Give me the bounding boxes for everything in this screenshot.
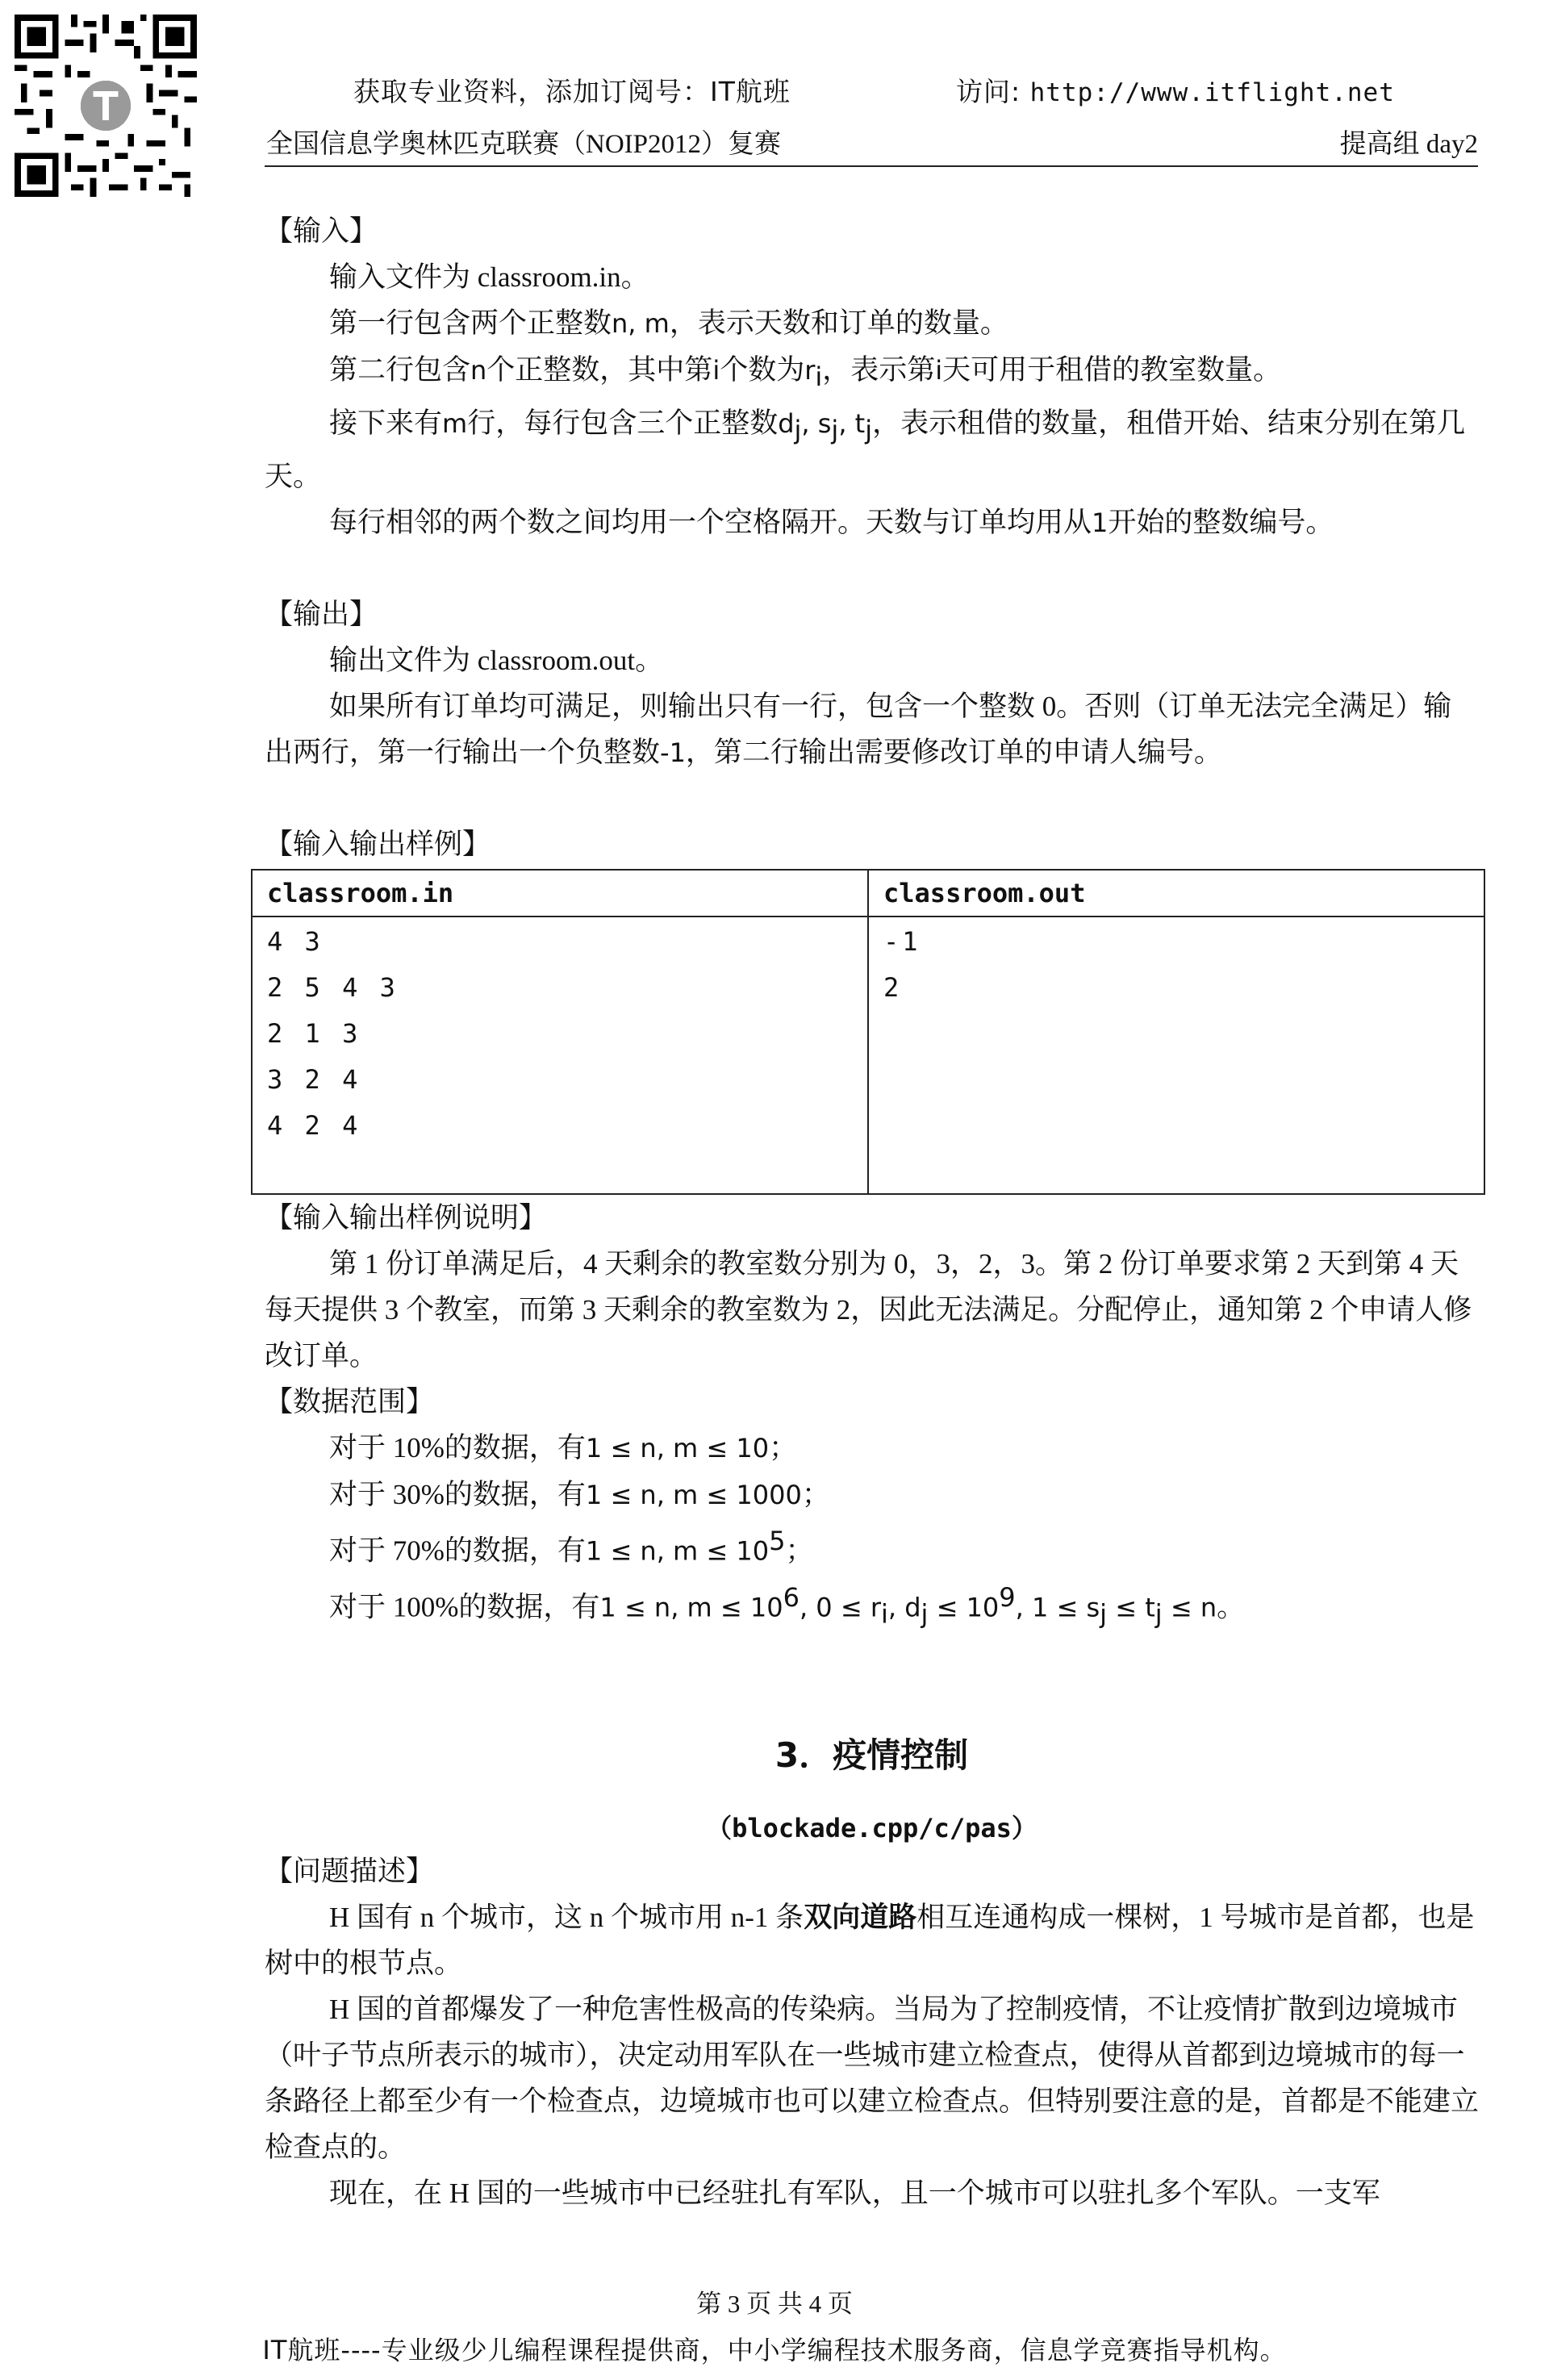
problem-desc-para-3: 现在，在 H 国的一些城市中已经驻扎有军队，且一个城市可以驻扎多个军队。一支军 [329, 2177, 1380, 2210]
promo-visit-label: 访问: [956, 76, 1021, 107]
output-line-1: 输出文件为 classroom.out。 [329, 645, 664, 676]
sample-explain-heading: 【输入输出样例说明】 [265, 1202, 548, 1234]
sample-input-line: 2 1 3 [267, 1018, 361, 1049]
page-content [265, 208, 1479, 2216]
sample-input-line: 2 5 4 3 [267, 972, 399, 1003]
input-line-3: 第二行包含n个正整数，其中第i个数为$r_i$，表示第i天可用于租借的教室数量。 [329, 354, 1282, 392]
range-line-4: 对于 100%的数据，有1 ≤ n, $m \le 10^6$, $0 \le r_i$, $d_j \le 10^9$, $1 \le s_j \le t_j \le n$。 [329, 1581, 1246, 1630]
sample-output-line: -1 [883, 926, 921, 957]
output-line-2: 如果所有订单均可满足，则输出只有一行，包含一个整数 0。否则（订单无法完全满足）输出两行，第一行输出一个负整数-1，第二行输出需要修改订单的申请人编号。 [265, 691, 1452, 768]
problem-3-filename: （blockade.cpp/c/pas） [706, 1813, 1038, 1844]
sample-output-header: classroom.out [868, 870, 1484, 917]
input-line-4: 接下来有m行，每行包含三个正整数$d_j$, $s_j$, $t_j$，表示租借的数量，租借开始、结束分别在第几天。 [265, 407, 1466, 492]
sample-input-line: 3 2 4 [267, 1064, 361, 1095]
sample-explain-text: 第 1 份订单满足后，4 天剩余的教室数分别为 0，3，2，3。第 2 份订单要求第 2 天到第 4 天每天提供 3 个教室，而第 3 天剩余的教室数为 2，因此无法满足。分配停止，通知第 2 个申请人修改订单。 [265, 1248, 1472, 1372]
promo-subscribe-text: 获取专业资料，添加订阅号：IT航班 [353, 76, 791, 107]
sample-heading: 【输入输出样例】 [265, 829, 491, 860]
input-heading: 【输入】 [265, 215, 378, 247]
problem-3-title: 3．疫情控制 [774, 1735, 969, 1776]
input-line-1: 输入文件为 classroom.in。 [329, 261, 649, 293]
promo-url-link[interactable]: http://www.itflight.net [1029, 78, 1395, 107]
qr-code-image [15, 15, 197, 197]
problem-desc-para-1: H 国有 n 个城市，这 n 个城市用 n-1 条双向道路相互连通构成一棵树，1 号城市是首都，也是树中的根节点。 [265, 1902, 1475, 1980]
range-line-2: 对于 30%的数据，有1 ≤ n, m ≤ 1000； [329, 1479, 830, 1510]
range-line-1: 对于 10%的数据，有1 ≤ n, m ≤ 10； [329, 1432, 798, 1463]
sample-input-line: 4 3 [267, 926, 324, 957]
output-heading: 【输出】 [265, 599, 378, 630]
problem-desc-para-2: H 国的首都爆发了一种危害性极高的传染病。当局为了控制疫情，不让疫情扩散到边境城市（叶子节点所表示的城市），决定动用军队在一些城市建立检查点，使得从首都到边境城市的每一条路径上都至少有一个检查点，边境城市也可以建立检查点。但特别要注意的是，首都是不能建立检查点的。 [265, 1994, 1480, 2164]
sample-output-cell [868, 917, 1484, 1194]
sample-input-cell [252, 917, 868, 1194]
input-line-5: 每行相邻的两个数之间均用一个空格隔开。天数与订单均用从1开始的整数编号。 [329, 507, 1334, 538]
promo-visit [956, 71, 1395, 109]
running-head-title: 全国信息学奥林匹克联赛（NOIP2012）复赛 [266, 130, 782, 159]
footer-text: IT航班----专业级少儿编程课程提供商，中小学编程技术服务商，信息学竞赛指导机构。 [262, 2335, 1287, 2365]
problem-desc-heading: 【问题描述】 [265, 1856, 435, 1888]
sample-output-line: 2 [883, 972, 903, 1003]
sample-input-header: classroom.in [252, 870, 868, 917]
input-line-2: 第一行包含两个正整数n, m，表示天数和订单的数量。 [329, 307, 1008, 339]
running-head-group: 提高组 day2 [1339, 130, 1478, 159]
header-divider [265, 165, 1478, 167]
sample-table [251, 869, 1485, 1195]
sample-input-line: 4 2 4 [267, 1110, 361, 1141]
range-line-3: 对于 70%的数据，有1 ≤ n, $m \le 10^5$； [329, 1526, 814, 1567]
range-heading: 【数据范围】 [265, 1386, 435, 1418]
page-number: 第 3 页 共 4 页 [696, 2290, 853, 2318]
